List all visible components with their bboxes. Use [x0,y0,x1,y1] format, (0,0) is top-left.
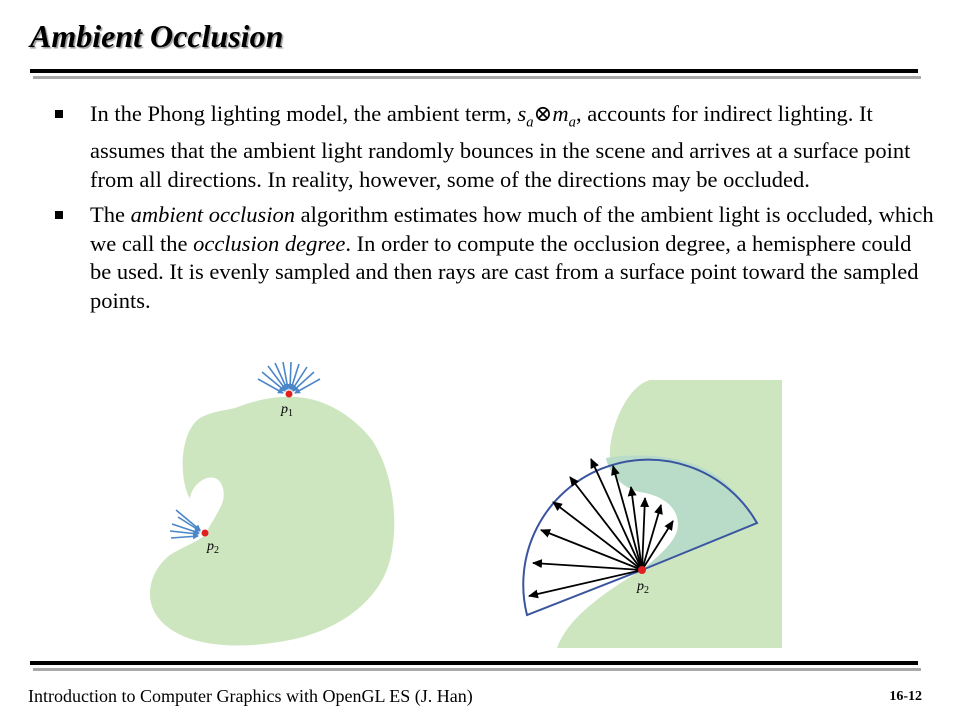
footer-course-title: Introduction to Computer Graphics with OpenGL ES (J. Han) [28,686,473,706]
p2-point-left [202,530,209,537]
term-operator: ⊗ [533,101,553,126]
slide-title: Ambient Occlusion [30,18,284,54]
term-m-sub: a [568,114,576,131]
p1-label: $p_1$ [281,402,293,419]
bullet-1-text-b: , accounts for indirect lighting. It assumes that the ambient light randomly bounces in the scene and arrives at a surface point from all directions. In reality, however, some of the directions may be occluded. [90,101,911,192]
p2-label-left: $p_2$ [207,539,219,556]
left-surface-shape [150,397,394,646]
slide-number: 16-12 [889,689,922,704]
p1-incoming-rays [258,362,320,393]
term-s: s [517,101,527,126]
bullet-2-text-a: The [90,202,131,227]
bullet-2-text-b: algorithm estimates how much of the ambient light is occluded, which we call the [90,202,934,256]
emphasis-occlusion-degree: occlusion degree [193,230,346,256]
footer-rule-shadow [33,668,921,671]
bullet-1-text-a: In the Phong lighting model, the ambient term, [90,101,518,126]
p1-point [286,391,293,398]
term-m: m [552,101,569,126]
p2-incoming-rays [170,510,200,538]
emphasis-ambient-occlusion: ambient occlusion [130,202,295,227]
p2-point-right [638,566,646,574]
term-s-sub: a [526,114,534,131]
bullet-2-text-c: . In order to compute the occlusion degree, a hemisphere could be used. It is evenly sampled and then rays are cast from a surface point toward the sampled points. [90,230,919,313]
p2-label-right: $p_2$ [637,579,649,596]
footer-rule [30,661,918,665]
